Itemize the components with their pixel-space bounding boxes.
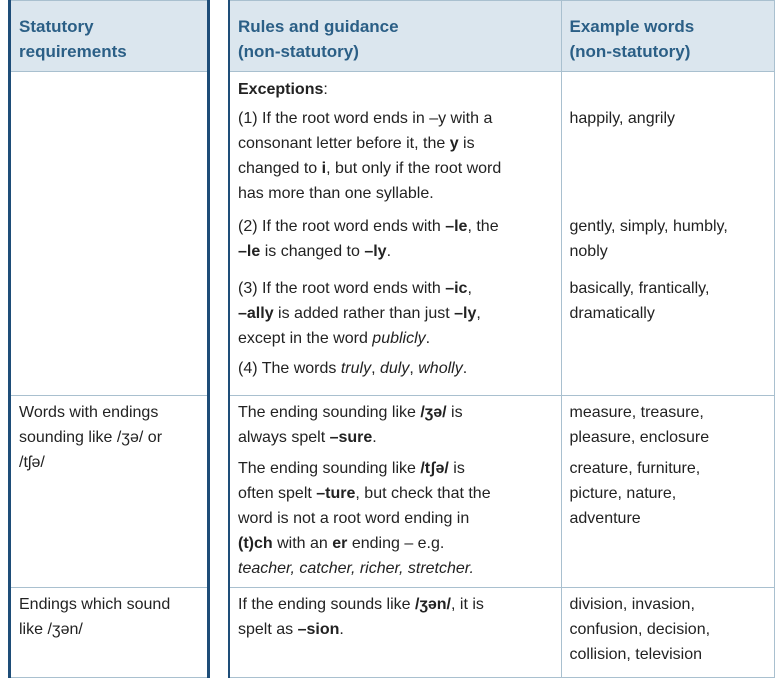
text-line <box>238 617 553 642</box>
text-run: –sure <box>329 429 373 446</box>
text-run: Exceptions <box>238 81 324 98</box>
rules-cell-sure-ture <box>229 396 561 588</box>
text-run: requirements <box>19 42 127 61</box>
text-run: Words with endings <box>19 404 159 421</box>
text-run: (4) The words <box>238 360 341 377</box>
text-run: publicly <box>372 330 426 347</box>
text-run: like /ʒən/ <box>19 621 83 638</box>
text-run: sounding like /ʒə/ or <box>19 429 163 446</box>
examples-e2 <box>570 214 766 276</box>
text-run: dramatically <box>569 305 655 322</box>
rule-sure <box>238 400 553 456</box>
text-run: Statutory <box>19 17 94 36</box>
text-run: confusion, decision, <box>569 621 711 638</box>
text-run: , <box>371 360 380 377</box>
text-run: creature, furniture, <box>569 460 701 477</box>
text-run: basically, frantically, <box>569 280 710 297</box>
text-run: –le <box>445 218 468 235</box>
text-line <box>238 592 553 617</box>
text-run: pleasure, enclosure <box>569 429 710 446</box>
rule-ture <box>238 456 553 581</box>
text-run: . <box>372 429 377 446</box>
text-run: is added rather than just <box>273 305 455 322</box>
examples-e1 <box>570 106 766 214</box>
text-line <box>238 301 553 326</box>
text-run: The ending sounding like <box>238 404 421 421</box>
text-run: , the <box>467 218 499 235</box>
guidance-table <box>228 0 775 678</box>
exception-3 <box>238 276 553 356</box>
text-line <box>238 239 553 264</box>
examples-e3 <box>570 276 766 326</box>
examples-cell-exceptions <box>561 72 774 396</box>
rules-cell-exceptions <box>229 72 561 396</box>
text-run: spelt as <box>238 621 298 638</box>
guidance-panel <box>228 0 773 677</box>
text-run: collision, television <box>569 646 703 663</box>
rules-cell-sion <box>229 588 561 678</box>
examples-ture <box>570 456 766 531</box>
text-run: –le <box>238 243 261 260</box>
examples-sure <box>570 400 766 456</box>
exception-4 <box>238 356 553 381</box>
text-run: Example words <box>569 17 695 36</box>
text-run: truly <box>340 360 372 377</box>
text-run: (3) If the root word ends with <box>238 280 446 297</box>
statutory-cell-zhun <box>10 588 209 678</box>
text-run: i <box>321 160 327 177</box>
text-run: duly <box>379 360 410 377</box>
text-run: –ally <box>238 305 274 322</box>
text-run: /ʒə/ <box>420 404 447 421</box>
examples-cell-sion <box>561 588 774 678</box>
text-line <box>238 156 553 181</box>
text-run: adventure <box>569 510 641 527</box>
text-line <box>238 214 553 239</box>
text-run: always spelt <box>238 429 330 446</box>
text-line <box>238 481 553 506</box>
text-line <box>238 456 553 481</box>
text-run: often spelt <box>238 485 317 502</box>
text-run: (2) If the root word ends with <box>238 218 446 235</box>
text-run: except in the word <box>238 330 373 347</box>
text-run: is <box>458 135 475 152</box>
text-run: (1) If the root word ends in –y with a <box>238 110 493 127</box>
text-run: /tʃə/ <box>19 454 45 471</box>
statutory-table <box>8 0 210 678</box>
header-examples <box>561 1 774 72</box>
text-line <box>238 400 553 425</box>
text-run: er <box>332 535 348 552</box>
text-run: (t)ch <box>238 535 273 552</box>
text-run: , but check that the <box>355 485 491 502</box>
text-run: ending – e.g. <box>347 535 445 552</box>
header-statutory <box>10 1 209 72</box>
text-line <box>238 131 553 156</box>
text-run: gently, simply, humbly, <box>569 218 728 235</box>
text-run: division, invasion, <box>569 596 695 613</box>
text-run: . <box>339 621 344 638</box>
text-run: If the ending sounds like <box>238 596 416 613</box>
statutory-cell-zhuh-chuh <box>10 396 209 588</box>
text-run: y <box>449 135 459 152</box>
text-run: Endings which sound <box>19 596 171 613</box>
text-line <box>238 425 553 450</box>
text-run: , <box>476 305 481 322</box>
text-run: . <box>462 360 468 377</box>
text-run: (non-statutory) <box>569 42 691 61</box>
text-run: teacher, catcher, richer, stretcher. <box>238 560 474 577</box>
statutory-cell-empty <box>10 72 209 396</box>
header-rules <box>229 1 561 72</box>
exception-2 <box>238 214 553 276</box>
text-run: is changed to <box>260 243 365 260</box>
text-run: word is not a root word ending in <box>238 510 470 527</box>
text-run: is <box>446 404 463 421</box>
text-run: , <box>409 360 419 377</box>
text-line <box>238 326 553 351</box>
text-run: is <box>448 460 465 477</box>
text-run: has more than one syllable. <box>238 185 434 202</box>
text-run: nobly <box>569 243 608 260</box>
examples-cell-sure-ture <box>561 396 774 588</box>
text-run: with an <box>272 535 333 552</box>
statutory-panel <box>8 0 210 677</box>
text-run: wholly <box>418 360 463 377</box>
text-run: –ic <box>445 280 468 297</box>
text-run: –ly <box>454 305 477 322</box>
text-run: , <box>467 280 472 297</box>
text-run: The ending sounding like <box>238 460 421 477</box>
text-run: changed to <box>238 160 322 177</box>
text-line <box>238 276 553 301</box>
text-run: /ʒən/ <box>415 596 451 613</box>
text-run: Rules and guidance <box>238 17 399 36</box>
text-line <box>238 531 553 556</box>
text-run: . <box>425 330 431 347</box>
text-run: /tʃə/ <box>420 460 449 477</box>
text-run: –ture <box>316 485 356 502</box>
text-run: happily, angrily <box>569 110 676 127</box>
text-run: –ly <box>364 243 387 260</box>
exceptions-heading <box>238 77 553 106</box>
text-run: . <box>386 243 392 260</box>
text-run: : <box>323 81 328 98</box>
text-run: picture, nature, <box>569 485 677 502</box>
exception-1 <box>238 106 553 214</box>
text-run: consonant letter before it, the <box>238 135 450 152</box>
text-run: measure, treasure, <box>569 404 704 421</box>
text-run: , but only if the root word <box>326 160 502 177</box>
text-run: , it is <box>451 596 484 613</box>
text-run: (non-statutory) <box>238 42 359 61</box>
text-run: –sion <box>297 621 340 638</box>
